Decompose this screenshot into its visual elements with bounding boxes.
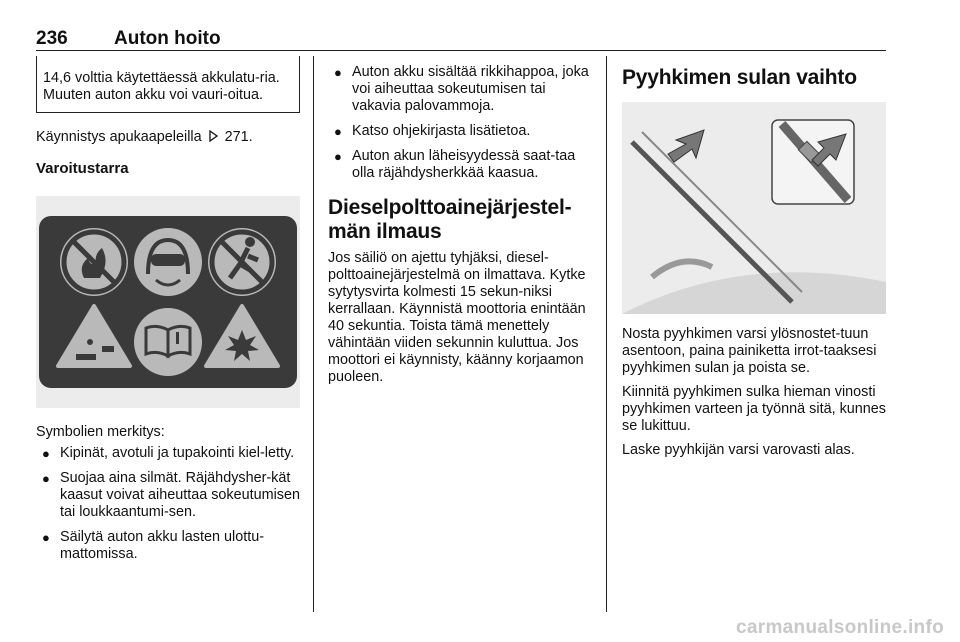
jump-start-ref-page: 271. [224,129,253,145]
column-divider-2 [606,56,607,612]
wiper-instruction-2: Kiinnitä pyyhkimen sulka hieman vinosti pyyhkimen varteen ja työnnä sitä, kunnes se lukittuu. [622,384,886,434]
list-item: ● Auton akun läheisyydessä saat-taa olla räjähdysherkkää kaasua. [334,148,576,181]
column-middle [328,64,592,386]
no-fire-symbol-icon [60,228,128,296]
bullet-icon: ● [334,124,342,139]
wiper-blade-image [622,102,886,314]
up-arrow-icon [668,130,704,162]
bullet-icon: ● [334,149,342,164]
wiper-instruction-1: Nosta pyyhkimen varsi ylösnostet-tuun asentoon, paina painiketta irrot-taaksesi pyyhkimen sulan ja poista se. [622,326,877,376]
jump-start-line [36,129,300,146]
section-title-diesel-bleeding: Dieselpolttoainejärjestel-män ilmaus [328,196,572,243]
page-number: 236 [36,28,68,49]
symbols-intro: Symbolien merkitys: [36,424,165,440]
section-title-wiper-blade: Pyyhkimen sulan vaihto [622,66,857,89]
bullet-icon: ● [334,65,342,80]
column-left [36,56,300,571]
section-title-warning-label: Varoitustarra [36,160,129,177]
list-item: ● Suojaa aina silmät. Räjähdysher-kät kaasut voivat aiheuttaa sokeutumisen tai loukkaantumi-sen. [42,470,300,520]
warning-box [36,56,300,113]
jump-start-text: Käynnistys apukaapeleilla [36,129,202,145]
watermark: carmanualsonline.info [736,617,944,638]
column-divider-1 [313,56,314,612]
wiper-instruction-3: Laske pyyhkijän varsi varovasti alas. [622,442,855,458]
list-item: ● Auton akku sisältää rikkihappoa, joka voi aiheuttaa sokeutumisen tai vakavia palovammoja. [334,64,589,114]
list-item: ● Kipinät, avotuli ja tupakointi kiel-letty. [42,445,295,461]
read-manual-symbol-icon [134,308,202,376]
triangle-reference-icon [208,130,219,142]
list-item: ● Katso ohjekirjasta lisätietoa. [334,123,531,139]
keep-away-children-symbol-icon [208,228,276,296]
column-right [622,66,886,459]
page-header [36,28,886,51]
bullet-icon: ● [42,471,50,486]
symbols-list [36,445,300,563]
list-item: ● Säilytä auton akku lasten ulottu-mattomissa. [42,529,264,562]
battery-warning-label-image [36,196,300,408]
running-title: Auton hoito [114,28,221,49]
bullet-icon: ● [42,530,50,545]
warning-box-text: 14,6 volttia käytettäessä akkulatu-ria. Muuten auton akku voi vauri-oitua. [43,70,280,103]
bullet-icon: ● [42,446,50,461]
diesel-bleeding-text: Jos säiliö on ajettu tyhjäksi, diesel-polttoainejärjestelmä on ilmattava. Kytke sytytysvirta kolmesti 15 sekun-niksi kerrallaan. Käynnistä moottoria enintään 40 sekuntia. Toista tämä menettely vähintään viiden sekunnin kuluttua. Jos moottori ei käynnisty, käänny korjaamon puoleen. [328,250,586,385]
eye-protection-symbol-icon [134,228,202,296]
battery-hazards-list [328,64,592,182]
